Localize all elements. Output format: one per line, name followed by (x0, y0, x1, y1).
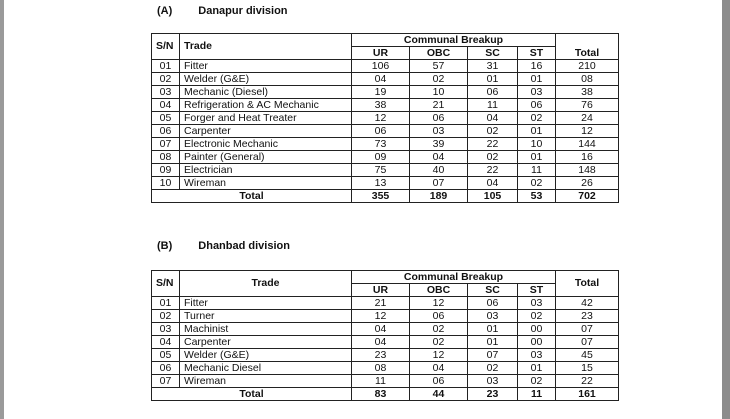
row-sn: 07 (152, 138, 180, 151)
table-row (152, 164, 619, 177)
row-obc: 04 (410, 362, 468, 375)
table-row (152, 375, 619, 388)
col-total-header: Total (556, 34, 619, 60)
table-row (152, 86, 619, 99)
row-total: 12 (556, 125, 619, 138)
row-st: 01 (518, 362, 556, 375)
row-ur: 19 (352, 86, 410, 99)
row-obc: 06 (410, 112, 468, 125)
row-ur: 09 (352, 151, 410, 164)
col-st-header: ST (518, 284, 556, 297)
col-sn-header: S/N (152, 271, 180, 297)
total-label: Total (152, 190, 352, 203)
row-sn: 04 (152, 336, 180, 349)
total-total: 702 (556, 190, 619, 203)
total-row (152, 190, 619, 203)
total-obc: 44 (410, 388, 468, 401)
row-ur: 75 (352, 164, 410, 177)
row-sn: 01 (152, 60, 180, 73)
col-trade-header: Trade (180, 271, 352, 297)
row-total: 23 (556, 310, 619, 323)
section-b-heading (157, 240, 290, 252)
table-row (152, 349, 619, 362)
section-b-title: Dhanbad division (198, 240, 290, 252)
table-row (152, 138, 619, 151)
page-right-border (722, 0, 730, 419)
row-total: 76 (556, 99, 619, 112)
table-row (152, 73, 619, 86)
row-obc: 07 (410, 177, 468, 190)
row-total: 144 (556, 138, 619, 151)
row-trade: Carpenter (180, 336, 352, 349)
row-st: 01 (518, 73, 556, 86)
table-row (152, 60, 619, 73)
row-trade: Forger and Heat Treater (180, 112, 352, 125)
row-sn: 05 (152, 112, 180, 125)
row-sc: 22 (468, 164, 518, 177)
row-total: 148 (556, 164, 619, 177)
row-sn: 03 (152, 323, 180, 336)
row-obc: 02 (410, 336, 468, 349)
row-sc: 04 (468, 177, 518, 190)
section-a-title: Danapur division (198, 5, 288, 17)
row-sc: 06 (468, 297, 518, 310)
row-sn: 05 (152, 349, 180, 362)
row-total: 07 (556, 336, 619, 349)
row-ur: 106 (352, 60, 410, 73)
table-row (152, 151, 619, 164)
total-obc: 189 (410, 190, 468, 203)
total-ur: 355 (352, 190, 410, 203)
row-st: 11 (518, 164, 556, 177)
row-obc: 57 (410, 60, 468, 73)
row-trade: Mechanic (Diesel) (180, 86, 352, 99)
row-st: 03 (518, 86, 556, 99)
row-obc: 02 (410, 73, 468, 86)
row-ur: 21 (352, 297, 410, 310)
row-trade: Fitter (180, 297, 352, 310)
total-label: Total (152, 388, 352, 401)
row-sn: 08 (152, 151, 180, 164)
row-sn: 03 (152, 86, 180, 99)
row-sc: 03 (468, 310, 518, 323)
row-trade: Mechanic Diesel (180, 362, 352, 375)
row-st: 10 (518, 138, 556, 151)
row-sn: 04 (152, 99, 180, 112)
row-total: 24 (556, 112, 619, 125)
row-sn: 02 (152, 73, 180, 86)
row-total: 45 (556, 349, 619, 362)
col-sc-header: SC (468, 284, 518, 297)
row-st: 06 (518, 99, 556, 112)
row-ur: 04 (352, 323, 410, 336)
table-row (152, 310, 619, 323)
row-sc: 31 (468, 60, 518, 73)
col-total-header: Total (556, 271, 619, 297)
row-sc: 02 (468, 125, 518, 138)
row-sn: 10 (152, 177, 180, 190)
row-ur: 38 (352, 99, 410, 112)
row-ur: 11 (352, 375, 410, 388)
row-st: 02 (518, 177, 556, 190)
table-row (152, 336, 619, 349)
row-obc: 03 (410, 125, 468, 138)
row-trade: Turner (180, 310, 352, 323)
row-obc: 02 (410, 323, 468, 336)
row-sc: 03 (468, 375, 518, 388)
dhanbad-table (151, 270, 619, 401)
col-st-header: ST (518, 47, 556, 60)
row-obc: 10 (410, 86, 468, 99)
row-sc: 02 (468, 151, 518, 164)
row-obc: 04 (410, 151, 468, 164)
row-total: 22 (556, 375, 619, 388)
total-row (152, 388, 619, 401)
row-total: 210 (556, 60, 619, 73)
table-row (152, 297, 619, 310)
row-st: 01 (518, 125, 556, 138)
row-st: 16 (518, 60, 556, 73)
row-sn: 09 (152, 164, 180, 177)
row-obc: 12 (410, 297, 468, 310)
row-st: 02 (518, 375, 556, 388)
row-trade: Painter (General) (180, 151, 352, 164)
row-obc: 12 (410, 349, 468, 362)
row-st: 02 (518, 310, 556, 323)
row-st: 03 (518, 349, 556, 362)
col-sc-header: SC (468, 47, 518, 60)
total-sc: 23 (468, 388, 518, 401)
row-total: 38 (556, 86, 619, 99)
row-trade: Welder (G&E) (180, 73, 352, 86)
row-sn: 06 (152, 125, 180, 138)
row-sc: 11 (468, 99, 518, 112)
row-total: 42 (556, 297, 619, 310)
row-st: 01 (518, 151, 556, 164)
row-sc: 02 (468, 362, 518, 375)
table-row (152, 362, 619, 375)
total-total: 161 (556, 388, 619, 401)
row-obc: 06 (410, 310, 468, 323)
total-st: 11 (518, 388, 556, 401)
row-st: 00 (518, 336, 556, 349)
row-sn: 01 (152, 297, 180, 310)
row-trade: Welder (G&E) (180, 349, 352, 362)
col-ur-header: UR (352, 284, 410, 297)
table-row (152, 99, 619, 112)
row-total: 07 (556, 323, 619, 336)
row-ur: 06 (352, 125, 410, 138)
row-total: 26 (556, 177, 619, 190)
row-ur: 04 (352, 73, 410, 86)
col-obc-header: OBC (410, 284, 468, 297)
row-sc: 04 (468, 112, 518, 125)
row-ur: 04 (352, 336, 410, 349)
row-total: 08 (556, 73, 619, 86)
row-sc: 01 (468, 323, 518, 336)
row-obc: 06 (410, 375, 468, 388)
col-communal-header: Communal Breakup (352, 34, 556, 47)
danapur-table (151, 33, 619, 203)
row-trade: Machinist (180, 323, 352, 336)
row-sn: 06 (152, 362, 180, 375)
row-trade: Carpenter (180, 125, 352, 138)
section-a-label: (A) (157, 5, 173, 17)
total-st: 53 (518, 190, 556, 203)
total-ur: 83 (352, 388, 410, 401)
table-row (152, 177, 619, 190)
table-row (152, 323, 619, 336)
section-a-heading (157, 5, 288, 17)
row-st: 03 (518, 297, 556, 310)
col-trade-header: Trade (180, 34, 352, 60)
total-sc: 105 (468, 190, 518, 203)
row-ur: 12 (352, 112, 410, 125)
row-sn: 02 (152, 310, 180, 323)
section-b-label: (B) (157, 240, 173, 252)
row-ur: 23 (352, 349, 410, 362)
row-sc: 01 (468, 336, 518, 349)
row-ur: 13 (352, 177, 410, 190)
row-total: 16 (556, 151, 619, 164)
row-st: 00 (518, 323, 556, 336)
row-sc: 22 (468, 138, 518, 151)
table-row (152, 125, 619, 138)
row-ur: 08 (352, 362, 410, 375)
row-ur: 73 (352, 138, 410, 151)
row-obc: 39 (410, 138, 468, 151)
row-trade: Fitter (180, 60, 352, 73)
row-trade: Wireman (180, 375, 352, 388)
row-trade: Electronic Mechanic (180, 138, 352, 151)
row-obc: 40 (410, 164, 468, 177)
row-total: 15 (556, 362, 619, 375)
row-sc: 01 (468, 73, 518, 86)
row-trade: Wireman (180, 177, 352, 190)
col-communal-header: Communal Breakup (352, 271, 556, 284)
row-trade: Electrician (180, 164, 352, 177)
row-ur: 12 (352, 310, 410, 323)
row-sc: 07 (468, 349, 518, 362)
row-sn: 07 (152, 375, 180, 388)
col-sn-header: S/N (152, 34, 180, 60)
row-trade: Refrigeration & AC Mechanic (180, 99, 352, 112)
row-obc: 21 (410, 99, 468, 112)
row-st: 02 (518, 112, 556, 125)
col-obc-header: OBC (410, 47, 468, 60)
page-left-border (0, 0, 4, 419)
col-ur-header: UR (352, 47, 410, 60)
table-row (152, 112, 619, 125)
row-sc: 06 (468, 86, 518, 99)
